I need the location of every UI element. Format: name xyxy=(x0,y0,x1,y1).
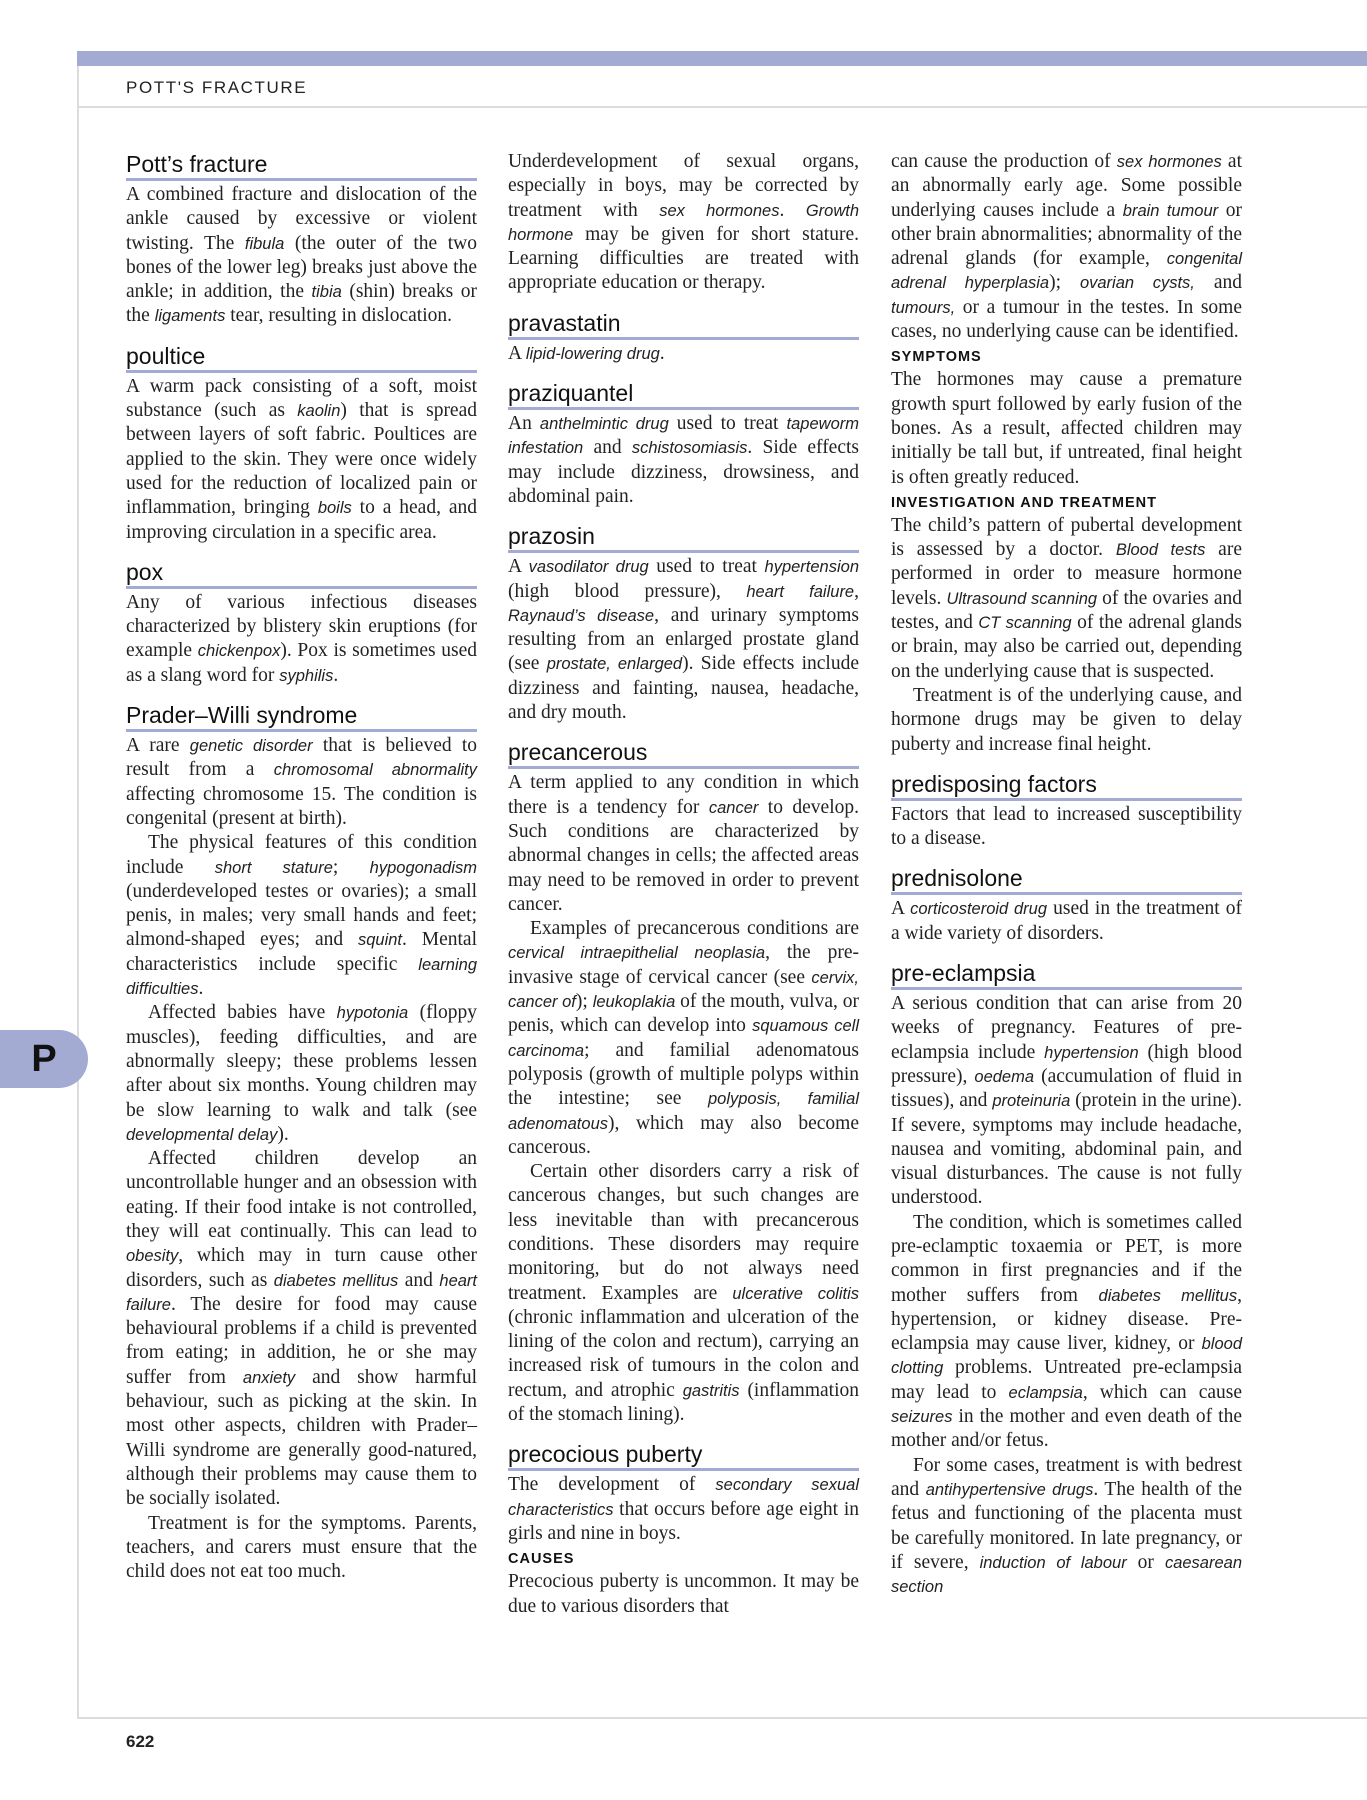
column-2 xyxy=(508,150,859,1619)
entry-paragraph: A rare genetic disorder that is believed to result from a chromosomal abnormality affecting chromosome 15. The condition is congenital (present at birth). xyxy=(126,735,478,829)
cross-reference: induction of labour xyxy=(979,1553,1127,1572)
entry-paragraph: The development of secondary sexual characteristics that occurs before age eight in girls and nine in boys. xyxy=(508,1474,859,1544)
cross-reference: short stature xyxy=(214,858,333,877)
cross-reference: vasodilator drug xyxy=(528,558,649,577)
cross-reference: antihypertensive drugs xyxy=(925,1480,1094,1499)
cross-reference: schistosomiasis xyxy=(631,439,748,458)
cross-reference: genetic disorder xyxy=(189,737,313,756)
entry-paragraph: A lipid-lowering drug. xyxy=(508,342,665,364)
cross-reference: hypotonia xyxy=(336,1004,409,1023)
header-accent-bar xyxy=(77,51,1367,66)
entry-heading: prednisolone xyxy=(891,864,1242,895)
cross-reference: chickenpox xyxy=(197,642,281,661)
entry-paragraph: can cause the production of sex hormones at an abnormally early age. Some possible underlying causes include a brain tumour or other brain abnormalities; abnormality of the adrenal glands (for example, congenital adrenal hyperplasia); ovarian cysts, and tumours, or a tumour in the testes. In some cases, no underlying cause can be identified. xyxy=(891,151,1243,343)
entry-heading: Pott’s fracture xyxy=(126,150,477,181)
cross-reference: leukoplakia xyxy=(592,993,676,1012)
entry-paragraph: A serious condition that can arise from 20 weeks of pregnancy. Features of pre-eclampsia include hypertension (high blood pressure), oedema (accumulation of fluid in tissues), and proteinuria (protein in the urine). If severe, symptoms may include headache, nausea and vomiting, abdominal pain, and visual disturbances. The cause is not fully understood. xyxy=(891,993,1242,1209)
cross-reference: Raynaud’s disease xyxy=(508,606,655,625)
cross-reference: gastritis xyxy=(682,1381,740,1400)
cross-reference: hypertension xyxy=(1044,1043,1139,1062)
cross-reference: cervix, cancer of xyxy=(508,968,859,1012)
cross-reference: heart failure xyxy=(746,582,855,601)
entry-heading: poultice xyxy=(126,342,477,373)
entry-heading: prazosin xyxy=(508,522,859,553)
entry-paragraph: Affected children develop an uncontrollable hunger and an obsession with eating. If their food intake is not controlled, they will eat continually. This can lead to obesity, which may in turn cause other disorders, such as diabetes mellitus and heart failure. The desire for food may cause behavioural problems if a child is prevented from eating; in addition, he or she may suffer from anxiety and show harmful behaviour, such as picking at the skin. In most other aspects, children with Prader–Willi syndrome are generally good-natured, although their problems may cause them to be socially isolated. xyxy=(126,1148,478,1510)
section-thumb-tab[interactable]: P xyxy=(0,1030,88,1088)
cross-reference: syphilis xyxy=(279,666,334,685)
entry-heading: precocious puberty xyxy=(508,1440,859,1471)
cross-reference: corticosteroid drug xyxy=(910,900,1048,919)
left-margin-rule xyxy=(77,66,79,1719)
entry-paragraph: Factors that lead to increased susceptibility to a disease. xyxy=(891,803,1242,850)
entry-paragraph: A corticosteroid drug used in the treatment of a wide variety of disorders. xyxy=(891,898,1243,944)
subsection-heading: SYMPTOMS xyxy=(891,349,982,366)
cross-reference: heart failure xyxy=(126,1271,477,1314)
cross-reference: learning difficulties xyxy=(126,955,477,999)
cross-reference: ulcerative colitis xyxy=(732,1284,859,1303)
entry-paragraph: The child’s pattern of pubertal development is assessed by a doctor. Blood tests are performed in order to measure hormone levels. Ultrasound scanning of the ovaries and testes, and CT scanning of the adrenal glands or brain, may also be carried out, depending on the underlying cause that is suspected. xyxy=(891,514,1242,682)
footer-rule xyxy=(77,1717,1367,1719)
cross-reference: hypogonadism xyxy=(369,858,477,877)
entry-paragraph: The condition, which is sometimes called pre-eclamptic toxaemia or PET, is more common in first pregnancies and if the mother suffers from diabetes mellitus, hypertension, or kidney disease. Pre-eclampsia may cause liver, kidney, or blood clotting problems. Untreated pre-eclampsia may lead to eclampsia, which can cause seizures in the mother and even death of the mother and/or fetus. xyxy=(891,1211,1242,1452)
entry-paragraph: Treatment is for the symptoms. Parents, teachers, and carers must ensure that the child does not eat too much. xyxy=(126,1512,477,1583)
cross-reference: tumours, xyxy=(891,298,956,317)
header-rule xyxy=(77,106,1367,108)
entry-heading: pox xyxy=(126,558,477,589)
running-head: POTT'S FRACTURE xyxy=(126,78,308,97)
cross-reference: cervical intraepithelial neoplasia xyxy=(508,944,766,963)
entry-paragraph: Precocious puberty is uncommon. It may be due to various disorders that xyxy=(508,1571,859,1617)
cross-reference: hypertension xyxy=(764,558,859,577)
entry-paragraph: Certain other disorders carry a risk of cancerous changes, but such changes are less inevitable than with precancerous conditions. These disorders may require monitoring, but do not always need treatment. Examples are ulcerative colitis (chronic inflammation and ulceration of the lining of the colon and rectum), carrying an increased risk of tumours in the colon and rectum, and atrophic gastritis (inflammation of the stomach lining). xyxy=(508,1161,859,1426)
cross-reference: polyposis, familial adenomatous xyxy=(508,1090,859,1133)
entry-heading: pre-eclampsia xyxy=(891,959,1242,990)
entry-heading: predisposing factors xyxy=(891,770,1242,801)
cross-reference: eclampsia xyxy=(1008,1383,1083,1402)
cross-reference: congenital adrenal hyperplasia xyxy=(891,250,1242,293)
entry-paragraph: A combined fracture and dislocation of the ankle caused by excessive or violent twisting. The fibula (the outer of the two bones of the lower leg) breaks just above the ankle; in addition, the tibia (shin) breaks or the ligaments tear, resulting in dislocation. xyxy=(126,184,477,327)
entry-paragraph: For some cases, treatment is with bedrest and antihypertensive drugs. The health of the fetus and functioning of the placenta must be carefully monitored. In late pregnancy, or if severe, induction of labour or caesarean section xyxy=(891,1454,1243,1597)
cross-reference: sex hormones xyxy=(1116,153,1222,171)
cross-reference: blood clotting xyxy=(891,1335,1242,1378)
cross-reference: chromosomal abnormality xyxy=(273,761,478,780)
cross-reference: Blood tests xyxy=(1115,541,1206,560)
cross-reference: squamous cell carcinoma xyxy=(508,1017,859,1060)
column-1 xyxy=(126,150,477,1584)
cross-reference: oedema xyxy=(974,1067,1035,1086)
cross-reference: CT scanning xyxy=(978,614,1072,633)
cross-reference: secondary sexual characteristics xyxy=(508,1476,859,1519)
cross-reference: anxiety xyxy=(242,1368,296,1387)
cross-reference: developmental delay xyxy=(126,1125,278,1144)
entry-paragraph: The physical features of this condition include short stature; hypogonadism (underdeveloped testes or ovaries); a small penis, in males; very small hands and feet; almond-shaped eyes; and squint. Mental characteristics include specific learning difficulties. xyxy=(126,832,477,1000)
cross-reference: tibia xyxy=(311,283,342,302)
column-3 xyxy=(891,150,1242,1599)
entry-paragraph: Any of various infectious diseases characterized by blistery skin eruptions (for example chickenpox). Pox is sometimes used as a slang word for syphilis. xyxy=(126,591,477,686)
cross-reference: prostate, enlarged xyxy=(546,655,683,674)
entry-heading: precancerous xyxy=(508,738,859,769)
cross-reference: Ultrasound scanning xyxy=(946,589,1098,608)
entry-paragraph: Affected babies have hypotonia (floppy muscles), feeding difficulties, and are abnormally sleepy; these problems lessen after about six months. Young children may be slow learning to walk and talk (see developmental delay). xyxy=(126,1002,477,1145)
cross-reference: squint xyxy=(357,931,403,950)
entry-paragraph: A term applied to any condition in which there is a tendency for cancer to develop. Such conditions are characterized by abnormal changes in cells; the affected areas may need to be removed in order to prevent cancer. xyxy=(508,772,859,915)
cross-reference: ligaments xyxy=(154,307,226,326)
cross-reference: ovarian cysts, xyxy=(1079,274,1195,293)
entry-paragraph: A vasodilator drug used to treat hypertension (high blood pressure), heart failure, Raynaud’s disease, and urinary symptoms resulting from an enlarged prostate gland (see prostate, enlarged). Side effects include dizziness and fainting, nausea, headache, and dry mouth. xyxy=(508,556,859,724)
entry-heading: praziquantel xyxy=(508,379,859,410)
entry-paragraph: The hormones may cause a premature growth spurt followed by early fusion of the bones. As a result, affected children may initially be tall but, if untreated, final height is often greatly reduced. xyxy=(891,369,1242,488)
cross-reference: anthelmintic drug xyxy=(539,415,669,434)
cross-reference: seizures xyxy=(891,1408,953,1427)
entry-heading: Prader–Willi syndrome xyxy=(126,701,477,732)
cross-reference: caesarean section xyxy=(891,1553,1242,1597)
cross-reference: tapeworm infestation xyxy=(508,415,859,458)
cross-reference: lipid-lowering drug xyxy=(525,344,660,363)
cross-reference: fibula xyxy=(244,234,285,253)
entry-paragraph: Treatment is of the underlying cause, and hormone drugs may be given to delay puberty and increase final height. xyxy=(891,684,1242,755)
cross-reference: boils xyxy=(317,499,352,518)
entry-paragraph: A warm pack consisting of a soft, moist substance (such as kaolin) that is spread between layers of soft fabric. Poultices are applied to the skin. They were once widely used for the reduction of localized pain or inflammation, bringing boils to a head, and improving circulation in a specific area. xyxy=(126,375,477,543)
cross-reference: diabetes mellitus xyxy=(1098,1286,1238,1305)
subsection-heading: INVESTIGATION AND TREATMENT xyxy=(891,494,1157,511)
cross-reference: cancer xyxy=(708,798,759,817)
subsection-heading: CAUSES xyxy=(508,1551,575,1568)
cross-reference: Growth hormone xyxy=(508,201,859,244)
cross-reference: obesity xyxy=(126,1247,179,1266)
cross-reference: sex hormones xyxy=(659,201,780,220)
entry-paragraph: Underdevelopment of sexual organs, especially in boys, may be corrected by treatment with sex hormones. Growth hormone may be given for short stature. Learning difficulties are treated with appropriate education or therapy. xyxy=(508,151,859,294)
page-number: 622 xyxy=(126,1732,155,1751)
cross-reference: diabetes mellitus xyxy=(273,1271,399,1290)
entry-paragraph: An anthelmintic drug used to treat tapeworm infestation and schistosomiasis. Side effects may include dizziness, drowsiness, and abdominal pain. xyxy=(508,413,860,507)
cross-reference: brain tumour xyxy=(1122,201,1219,220)
entry-heading: pravastatin xyxy=(508,309,859,340)
entry-paragraph: Examples of precancerous conditions are cervical intraepithelial neoplasia, the pre-invasive stage of cervical cancer (see cervix, cancer of); leukoplakia of the mouth, vulva, or penis, which can develop into squamous cell carcinoma; and familial adenomatous polyposis (growth of multiple polyps within the intestine; see polyposis, familial adenomatous), which may also become cancerous. xyxy=(508,918,859,1158)
cross-reference: kaolin xyxy=(297,402,341,421)
cross-reference: proteinuria xyxy=(992,1092,1071,1111)
